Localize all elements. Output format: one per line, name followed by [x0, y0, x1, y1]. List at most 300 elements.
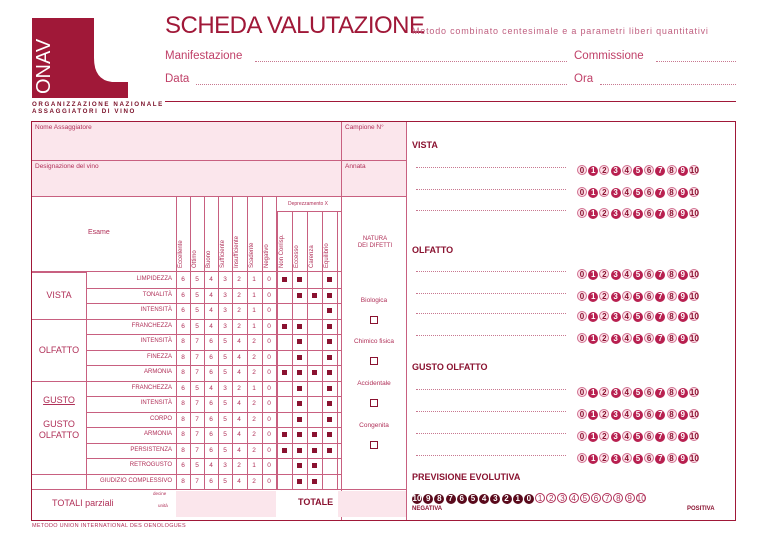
- score-cell[interactable]: 6: [181, 291, 185, 299]
- score-cell[interactable]: 5: [223, 431, 227, 438]
- score-cell[interactable]: 4: [237, 369, 241, 376]
- commissione-field[interactable]: [656, 61, 736, 62]
- score-cell[interactable]: 2: [252, 446, 256, 454]
- score-option[interactable]: 4: [622, 333, 632, 343]
- depreciation-mark[interactable]: [327, 339, 332, 344]
- score-option[interactable]: 10: [689, 188, 699, 197]
- depreciation-mark[interactable]: [327, 386, 332, 391]
- score-option[interactable]: 9: [678, 166, 688, 176]
- score-option[interactable]: 1: [588, 292, 598, 302]
- depreciation-mark[interactable]: [327, 401, 332, 406]
- score-option[interactable]: 1: [588, 388, 598, 398]
- depreciation-mark[interactable]: [297, 324, 302, 329]
- depreciation-mark[interactable]: [297, 417, 302, 422]
- depreciation-mark[interactable]: [327, 308, 332, 313]
- totali-parziali-field[interactable]: [176, 491, 276, 517]
- score-cell[interactable]: 2: [252, 400, 256, 407]
- score-option[interactable]: 5: [633, 432, 643, 442]
- negative-option[interactable]: 7: [446, 494, 456, 504]
- manifestazione-field[interactable]: [255, 61, 567, 62]
- score-option[interactable]: 4: [622, 269, 632, 279]
- score-option[interactable]: 8: [667, 311, 677, 321]
- score-cell[interactable]: 4: [237, 477, 241, 485]
- score-cell[interactable]: 0: [267, 415, 271, 423]
- score-cell[interactable]: 3: [223, 462, 227, 469]
- score-cell[interactable]: 6: [209, 446, 213, 454]
- score-option[interactable]: 3: [611, 388, 621, 398]
- depreciation-mark[interactable]: [327, 355, 332, 360]
- positive-option[interactable]: 5: [580, 493, 590, 503]
- score-option[interactable]: 1: [588, 454, 598, 464]
- depreciation-mark[interactable]: [297, 479, 302, 484]
- score-cell[interactable]: 8: [181, 431, 185, 438]
- score-cell[interactable]: 8: [181, 477, 185, 485]
- negative-option[interactable]: 6: [457, 494, 467, 504]
- score-option[interactable]: 10: [689, 270, 699, 279]
- score-option[interactable]: 5: [633, 454, 643, 464]
- score-option[interactable]: 10: [689, 432, 699, 441]
- score-cell[interactable]: 4: [237, 446, 241, 454]
- score-option[interactable]: 4: [622, 409, 632, 419]
- depreciation-mark[interactable]: [327, 293, 332, 298]
- scale-note-line[interactable]: [416, 271, 566, 272]
- score-cell[interactable]: 7: [195, 338, 199, 345]
- score-option[interactable]: 4: [622, 208, 632, 218]
- score-option[interactable]: 4: [622, 453, 632, 463]
- score-cell[interactable]: 2: [252, 415, 256, 423]
- score-cell[interactable]: 4: [237, 400, 241, 407]
- score-cell[interactable]: 4: [209, 307, 213, 314]
- score-cell[interactable]: 4: [209, 276, 213, 283]
- score-option[interactable]: 7: [655, 388, 665, 398]
- score-cell[interactable]: 6: [209, 369, 213, 376]
- score-cell[interactable]: 3: [223, 307, 227, 314]
- score-option[interactable]: 6: [644, 409, 654, 419]
- score-option[interactable]: 0: [577, 409, 587, 419]
- score-cell[interactable]: 5: [223, 477, 227, 485]
- score-cell[interactable]: 0: [267, 307, 271, 314]
- score-cell[interactable]: 0: [267, 276, 271, 283]
- depreciation-mark[interactable]: [297, 370, 302, 375]
- depreciation-mark[interactable]: [312, 479, 317, 484]
- depreciation-mark[interactable]: [297, 432, 302, 437]
- totale-field[interactable]: [338, 491, 406, 517]
- positive-option[interactable]: 1: [535, 493, 545, 503]
- score-option[interactable]: 10: [689, 312, 699, 321]
- score-option[interactable]: 8: [667, 453, 677, 463]
- score-option[interactable]: 1: [588, 312, 598, 322]
- score-option[interactable]: 10: [689, 454, 699, 463]
- depreciation-mark[interactable]: [297, 293, 302, 298]
- score-option[interactable]: 4: [622, 291, 632, 301]
- score-cell[interactable]: 6: [181, 462, 185, 469]
- defect-checkbox[interactable]: [370, 441, 378, 449]
- negative-option[interactable]: 2: [502, 494, 512, 504]
- score-option[interactable]: 5: [633, 270, 643, 280]
- score-option[interactable]: 2: [599, 387, 609, 397]
- score-option[interactable]: 0: [577, 431, 587, 441]
- depreciation-mark[interactable]: [282, 324, 287, 329]
- score-cell[interactable]: 1: [252, 384, 256, 392]
- score-cell[interactable]: 0: [267, 477, 271, 485]
- score-option[interactable]: 8: [667, 409, 677, 419]
- score-option[interactable]: 6: [644, 333, 654, 343]
- score-option[interactable]: 5: [633, 166, 643, 176]
- score-cell[interactable]: 2: [237, 384, 241, 392]
- score-option[interactable]: 9: [678, 410, 688, 420]
- score-cell[interactable]: 6: [209, 477, 213, 485]
- scale-note-line[interactable]: [416, 455, 566, 456]
- score-option[interactable]: 9: [678, 312, 688, 322]
- score-option[interactable]: 1: [588, 209, 598, 219]
- score-option[interactable]: 5: [633, 188, 643, 198]
- defect-checkbox[interactable]: [370, 399, 378, 407]
- scale-note-line[interactable]: [416, 210, 566, 211]
- negative-option[interactable]: 0: [524, 494, 534, 504]
- score-option[interactable]: 6: [644, 187, 654, 197]
- score-cell[interactable]: 5: [223, 446, 227, 454]
- score-option[interactable]: 7: [655, 209, 665, 219]
- negative-option[interactable]: 8: [434, 494, 444, 504]
- score-cell[interactable]: 6: [209, 338, 213, 345]
- score-option[interactable]: 3: [611, 188, 621, 198]
- score-cell[interactable]: 0: [267, 384, 271, 392]
- score-cell[interactable]: 4: [209, 384, 213, 392]
- score-option[interactable]: 9: [678, 209, 688, 219]
- score-cell[interactable]: 0: [267, 322, 271, 330]
- score-cell[interactable]: 1: [252, 291, 256, 299]
- score-cell[interactable]: 7: [195, 400, 199, 407]
- score-cell[interactable]: 8: [181, 446, 185, 454]
- score-cell[interactable]: 7: [195, 446, 199, 454]
- score-cell[interactable]: 2: [237, 462, 241, 469]
- score-cell[interactable]: 4: [237, 431, 241, 438]
- score-option[interactable]: 5: [633, 209, 643, 219]
- annata-field[interactable]: [342, 160, 406, 197]
- score-cell[interactable]: 0: [267, 400, 271, 407]
- score-cell[interactable]: 5: [223, 353, 227, 361]
- score-cell[interactable]: 2: [252, 431, 256, 438]
- depreciation-mark[interactable]: [297, 355, 302, 360]
- score-option[interactable]: 3: [611, 312, 621, 322]
- positive-option[interactable]: 6: [591, 493, 601, 503]
- depreciation-mark[interactable]: [312, 293, 317, 298]
- score-option[interactable]: 9: [678, 388, 688, 398]
- score-option[interactable]: 1: [588, 270, 598, 280]
- score-option[interactable]: 2: [599, 333, 609, 343]
- score-cell[interactable]: 6: [181, 322, 185, 330]
- score-cell[interactable]: 1: [252, 462, 256, 469]
- score-cell[interactable]: 6: [181, 276, 185, 283]
- score-option[interactable]: 9: [678, 188, 688, 198]
- score-option[interactable]: 2: [599, 291, 609, 301]
- score-option[interactable]: 0: [577, 208, 587, 218]
- score-option[interactable]: 1: [588, 166, 598, 176]
- score-option[interactable]: 0: [577, 453, 587, 463]
- score-option[interactable]: 6: [644, 387, 654, 397]
- depreciation-mark[interactable]: [327, 432, 332, 437]
- score-cell[interactable]: 2: [252, 353, 256, 361]
- depreciation-mark[interactable]: [327, 277, 332, 282]
- depreciation-mark[interactable]: [327, 370, 332, 375]
- depreciation-mark[interactable]: [297, 448, 302, 453]
- depreciation-mark[interactable]: [312, 448, 317, 453]
- score-cell[interactable]: 0: [267, 446, 271, 454]
- score-cell[interactable]: 2: [252, 338, 256, 345]
- score-cell[interactable]: 4: [209, 291, 213, 299]
- score-cell[interactable]: 1: [252, 322, 256, 330]
- score-option[interactable]: 3: [611, 270, 621, 280]
- score-cell[interactable]: 6: [181, 384, 185, 392]
- defect-checkbox[interactable]: [370, 357, 378, 365]
- score-cell[interactable]: 6: [209, 400, 213, 407]
- scale-note-line[interactable]: [416, 335, 566, 336]
- score-option[interactable]: 3: [611, 454, 621, 464]
- score-cell[interactable]: 2: [237, 322, 241, 330]
- score-option[interactable]: 2: [599, 311, 609, 321]
- score-cell[interactable]: 3: [223, 384, 227, 392]
- positive-option[interactable]: 2: [546, 493, 556, 503]
- score-option[interactable]: 7: [655, 432, 665, 442]
- score-cell[interactable]: 2: [237, 291, 241, 299]
- score-option[interactable]: 0: [577, 387, 587, 397]
- score-option[interactable]: 2: [599, 187, 609, 197]
- score-cell[interactable]: 5: [195, 384, 199, 392]
- score-option[interactable]: 7: [655, 270, 665, 280]
- score-option[interactable]: 6: [644, 431, 654, 441]
- score-option[interactable]: 7: [655, 166, 665, 176]
- depreciation-mark[interactable]: [297, 277, 302, 282]
- negative-option[interactable]: 9: [423, 494, 433, 504]
- negative-option[interactable]: 3: [490, 494, 500, 504]
- score-option[interactable]: 3: [611, 209, 621, 219]
- positive-option[interactable]: 7: [602, 493, 612, 503]
- ora-field[interactable]: [600, 84, 736, 85]
- score-option[interactable]: 4: [622, 165, 632, 175]
- score-option[interactable]: 4: [622, 311, 632, 321]
- score-option[interactable]: 9: [678, 292, 688, 302]
- score-option[interactable]: 5: [633, 410, 643, 420]
- score-cell[interactable]: 2: [237, 307, 241, 314]
- score-cell[interactable]: 0: [267, 462, 271, 469]
- score-cell[interactable]: 1: [252, 307, 256, 314]
- score-option[interactable]: 0: [577, 165, 587, 175]
- score-option[interactable]: 5: [633, 388, 643, 398]
- score-cell[interactable]: 4: [209, 322, 213, 330]
- negative-option[interactable]: 4: [479, 494, 489, 504]
- score-option[interactable]: 5: [633, 312, 643, 322]
- score-cell[interactable]: 4: [237, 338, 241, 345]
- score-option[interactable]: 2: [599, 165, 609, 175]
- score-option[interactable]: 0: [577, 187, 587, 197]
- score-option[interactable]: 0: [577, 311, 587, 321]
- score-option[interactable]: 2: [599, 431, 609, 441]
- score-cell[interactable]: 7: [195, 353, 199, 361]
- depreciation-mark[interactable]: [297, 401, 302, 406]
- score-option[interactable]: 0: [577, 333, 587, 343]
- depreciation-mark[interactable]: [327, 417, 332, 422]
- score-option[interactable]: 3: [611, 410, 621, 420]
- score-cell[interactable]: 8: [181, 353, 185, 361]
- score-cell[interactable]: 6: [181, 307, 185, 314]
- score-option[interactable]: 6: [644, 311, 654, 321]
- score-option[interactable]: 7: [655, 454, 665, 464]
- depreciation-mark[interactable]: [327, 324, 332, 329]
- score-cell[interactable]: 6: [209, 415, 213, 423]
- negative-option[interactable]: 10: [412, 494, 422, 503]
- score-cell[interactable]: 5: [223, 338, 227, 345]
- scale-note-line[interactable]: [416, 433, 566, 434]
- score-cell[interactable]: 5: [223, 369, 227, 376]
- score-cell[interactable]: 4: [237, 415, 241, 423]
- score-option[interactable]: 7: [655, 410, 665, 420]
- score-cell[interactable]: 8: [181, 338, 185, 345]
- score-cell[interactable]: 5: [195, 307, 199, 314]
- score-option[interactable]: 6: [644, 208, 654, 218]
- scale-note-line[interactable]: [416, 293, 566, 294]
- positive-option[interactable]: 9: [625, 493, 635, 503]
- score-option[interactable]: 3: [611, 166, 621, 176]
- depreciation-mark[interactable]: [312, 463, 317, 468]
- score-cell[interactable]: 5: [195, 291, 199, 299]
- score-cell[interactable]: 3: [223, 276, 227, 283]
- score-option[interactable]: 9: [678, 454, 688, 464]
- score-cell[interactable]: 0: [267, 291, 271, 299]
- score-option[interactable]: 8: [667, 208, 677, 218]
- depreciation-mark[interactable]: [312, 432, 317, 437]
- score-option[interactable]: 2: [599, 453, 609, 463]
- score-option[interactable]: 2: [599, 269, 609, 279]
- score-cell[interactable]: 8: [181, 369, 185, 376]
- depreciation-mark[interactable]: [282, 432, 287, 437]
- score-cell[interactable]: 5: [223, 415, 227, 423]
- score-cell[interactable]: 7: [195, 431, 199, 438]
- score-option[interactable]: 7: [655, 188, 665, 198]
- score-option[interactable]: 10: [689, 388, 699, 397]
- score-option[interactable]: 5: [633, 292, 643, 302]
- score-cell[interactable]: 8: [181, 400, 185, 407]
- positive-option[interactable]: 3: [557, 493, 567, 503]
- positive-option[interactable]: 10: [636, 494, 646, 503]
- depreciation-mark[interactable]: [282, 370, 287, 375]
- score-option[interactable]: 8: [667, 387, 677, 397]
- score-option[interactable]: 8: [667, 269, 677, 279]
- depreciation-mark[interactable]: [282, 277, 287, 282]
- score-option[interactable]: 1: [588, 432, 598, 442]
- score-option[interactable]: 1: [588, 334, 598, 344]
- designazione-field[interactable]: [32, 160, 341, 197]
- depreciation-mark[interactable]: [297, 386, 302, 391]
- score-cell[interactable]: 2: [252, 477, 256, 485]
- score-cell[interactable]: 0: [267, 338, 271, 345]
- score-option[interactable]: 10: [689, 410, 699, 419]
- nome-assaggiatore-field[interactable]: [32, 122, 341, 160]
- score-option[interactable]: 4: [622, 431, 632, 441]
- score-cell[interactable]: 1: [252, 276, 256, 283]
- score-option[interactable]: 8: [667, 291, 677, 301]
- score-cell[interactable]: 7: [195, 369, 199, 376]
- score-option[interactable]: 8: [667, 333, 677, 343]
- positive-option[interactable]: 8: [613, 493, 623, 503]
- negative-option[interactable]: 1: [513, 494, 523, 504]
- score-option[interactable]: 5: [633, 334, 643, 344]
- score-cell[interactable]: 7: [195, 477, 199, 485]
- score-option[interactable]: 7: [655, 334, 665, 344]
- score-option[interactable]: 3: [611, 432, 621, 442]
- score-option[interactable]: 9: [678, 270, 688, 280]
- score-option[interactable]: 6: [644, 165, 654, 175]
- score-option[interactable]: 7: [655, 292, 665, 302]
- score-cell[interactable]: 6: [209, 431, 213, 438]
- score-cell[interactable]: 0: [267, 353, 271, 361]
- score-option[interactable]: 8: [667, 165, 677, 175]
- depreciation-mark[interactable]: [327, 448, 332, 453]
- scale-note-line[interactable]: [416, 313, 566, 314]
- score-option[interactable]: 6: [644, 269, 654, 279]
- score-option[interactable]: 10: [689, 292, 699, 301]
- depreciation-mark[interactable]: [297, 339, 302, 344]
- score-option[interactable]: 10: [689, 166, 699, 175]
- score-cell[interactable]: 6: [209, 353, 213, 361]
- scale-note-line[interactable]: [416, 167, 566, 168]
- score-option[interactable]: 6: [644, 291, 654, 301]
- score-cell[interactable]: 5: [195, 322, 199, 330]
- defect-checkbox[interactable]: [370, 316, 378, 324]
- score-option[interactable]: 2: [599, 409, 609, 419]
- data-field[interactable]: [196, 84, 567, 85]
- score-cell[interactable]: 5: [223, 400, 227, 407]
- score-option[interactable]: 10: [689, 209, 699, 218]
- score-option[interactable]: 3: [611, 334, 621, 344]
- negative-option[interactable]: 5: [468, 494, 478, 504]
- score-cell[interactable]: 2: [252, 369, 256, 376]
- score-option[interactable]: 10: [689, 334, 699, 343]
- score-option[interactable]: 9: [678, 334, 688, 344]
- score-cell[interactable]: 8: [181, 415, 185, 423]
- positive-option[interactable]: 4: [569, 493, 579, 503]
- score-cell[interactable]: 7: [195, 415, 199, 423]
- depreciation-mark[interactable]: [297, 463, 302, 468]
- depreciation-mark[interactable]: [282, 448, 287, 453]
- score-option[interactable]: 1: [588, 188, 598, 198]
- score-option[interactable]: 4: [622, 187, 632, 197]
- score-cell[interactable]: 2: [237, 276, 241, 283]
- score-cell[interactable]: 4: [209, 462, 213, 469]
- campione-field[interactable]: [342, 122, 406, 160]
- score-option[interactable]: 2: [599, 208, 609, 218]
- score-option[interactable]: 1: [588, 410, 598, 420]
- score-option[interactable]: 3: [611, 292, 621, 302]
- score-option[interactable]: 9: [678, 432, 688, 442]
- score-option[interactable]: 8: [667, 431, 677, 441]
- score-cell[interactable]: 5: [195, 276, 199, 283]
- score-option[interactable]: 0: [577, 269, 587, 279]
- score-option[interactable]: 7: [655, 312, 665, 322]
- score-cell[interactable]: 5: [195, 462, 199, 469]
- score-option[interactable]: 0: [577, 291, 587, 301]
- score-cell[interactable]: 0: [267, 369, 271, 376]
- score-option[interactable]: 4: [622, 387, 632, 397]
- score-cell[interactable]: 3: [223, 322, 227, 330]
- score-option[interactable]: 6: [644, 453, 654, 463]
- score-option[interactable]: 8: [667, 187, 677, 197]
- scale-note-line[interactable]: [416, 189, 566, 190]
- score-cell[interactable]: 3: [223, 291, 227, 299]
- depreciation-mark[interactable]: [312, 370, 317, 375]
- scale-note-line[interactable]: [416, 411, 566, 412]
- scale-note-line[interactable]: [416, 389, 566, 390]
- score-cell[interactable]: 4: [237, 353, 241, 361]
